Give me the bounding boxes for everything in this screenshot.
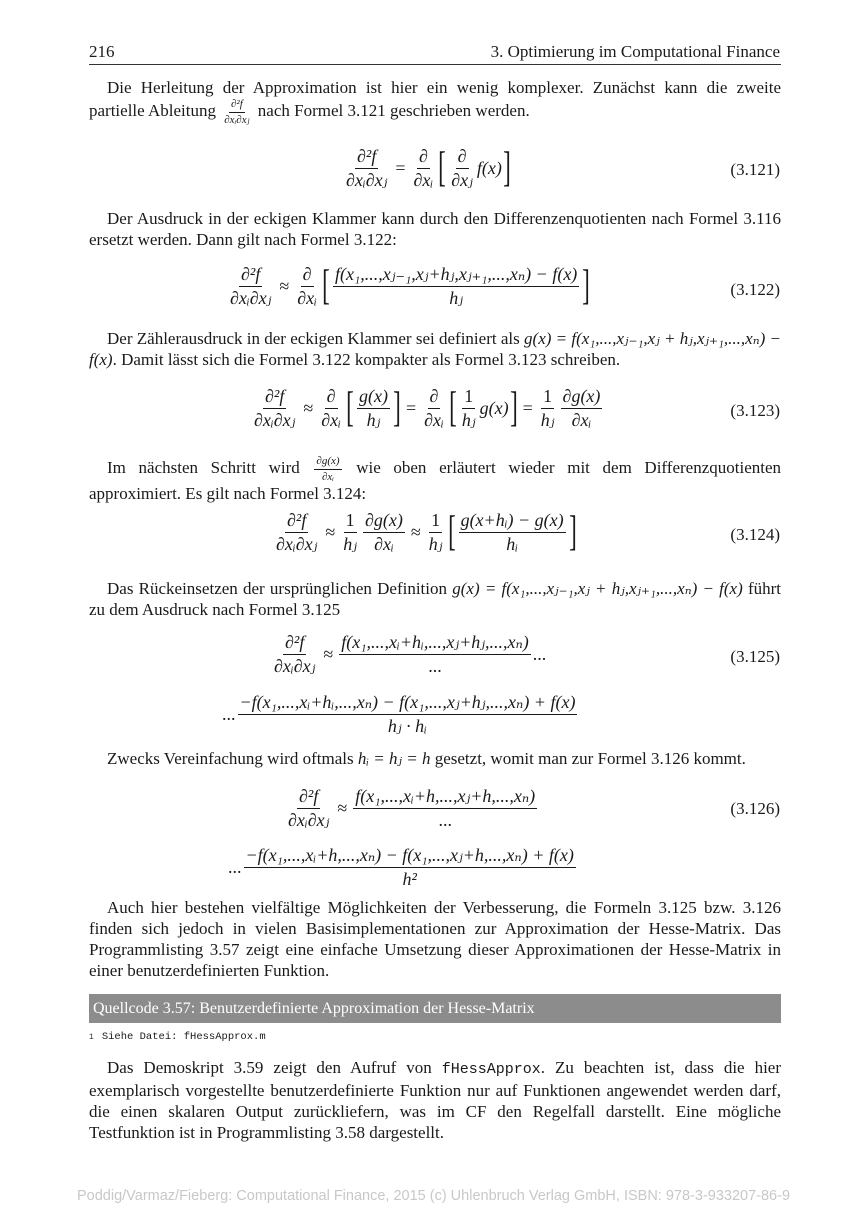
denominator: hⱼ · hᵢ xyxy=(387,715,428,736)
continuation-dots: ... xyxy=(222,703,236,724)
bracket-right: ] xyxy=(582,263,591,310)
bracket-right: ] xyxy=(568,509,577,556)
denominator: ∂xᵢ∂xⱼ xyxy=(224,113,250,126)
operator: ≈ xyxy=(279,275,290,296)
inline-fraction xyxy=(222,98,251,126)
paragraph-text: Auch hier bestehen vielfältige Möglichkeiten der Verbesserung, die Formeln 3.125 bzw. 3.126 finden sich jedoch in vielen Basisimplementationen zur Approximation der Hesse-Matrix. Das Programmlisting 3.57 zeigt eine einfache Umsetzung dieser Approximationen der Hesse-Matrix in einer benutzerdefinierten Funktion. xyxy=(89,898,781,980)
numerator: ∂g(x) xyxy=(363,510,405,533)
inline-math: hᵢ = hⱼ = h xyxy=(357,749,431,768)
denominator: ∂xᵢ∂xⱼ xyxy=(230,287,272,308)
bracket-left: [ xyxy=(322,263,330,310)
paragraph-text: Im nächsten Schritt wird xyxy=(107,458,300,478)
copyright-footer: Poddig/Varmaz/Fieberg: Computational Finance, 2015 (c) Uhlenbruch Verlag GmbH, ISBN: 978-3-933207-86-9 xyxy=(76,1188,791,1204)
paragraph-text: Der Zählerausdruck in der eckigen Klammer sei definiert als xyxy=(107,329,520,348)
numerator: f(x₁,...,xᵢ+hᵢ,...,xⱼ+hⱼ,...,xₙ) xyxy=(339,632,531,655)
equation-3-123 xyxy=(250,386,604,430)
bracket-left: [ xyxy=(447,509,456,556)
numerator: ∂²f xyxy=(297,786,320,809)
denominator: h² xyxy=(402,868,417,889)
paragraph-7 xyxy=(89,897,781,981)
denominator: ... xyxy=(428,655,442,676)
paragraph-text: . Zu beachten ist, dass die hier exemplarisch vorgestellte benutzerdefinierte Funktion nur auf Funktionen angewendet werden darf, die einen skalaren Output zurückliefern, was im CF den Regelfall darstellt. Eine mögliche Testfunktion ist in Programmlisting 3.58 dargestellt. xyxy=(89,1058,781,1142)
denominator: ... xyxy=(438,809,452,830)
equation-3-126-line1 xyxy=(284,786,539,830)
numerator: g(x+hᵢ) − g(x) xyxy=(459,510,566,533)
equation-number: (3.126) xyxy=(730,799,780,818)
equation-3-124 xyxy=(272,510,578,554)
listing-caption: Quellcode 3.57: Benutzerdefinierte Approximation der Hesse-Matrix xyxy=(89,994,781,1023)
line-number: 1 xyxy=(89,1033,94,1042)
bracket-right: ] xyxy=(503,145,511,192)
math-term: f(x) xyxy=(476,157,502,178)
operator: = xyxy=(405,397,417,418)
denominator: hⱼ xyxy=(461,409,476,430)
operator: ≈ xyxy=(410,521,421,542)
equation-3-125-line1 xyxy=(270,632,546,676)
math-term: g(x) xyxy=(479,397,509,418)
denominator: ∂xᵢ xyxy=(321,470,335,483)
numerator: f(x₁,...,xⱼ₋₁,xⱼ+hⱼ,xⱼ₊₁,...,xₙ) − f(x) xyxy=(333,264,579,287)
equation-number: (3.121) xyxy=(730,160,780,179)
denominator: hⱼ xyxy=(449,287,464,308)
numerator: ∂²f xyxy=(263,386,286,409)
header-rule xyxy=(89,64,781,65)
denominator: ∂xᵢ∂xⱼ xyxy=(288,809,330,830)
paragraph-2 xyxy=(89,208,781,250)
equation-number: (3.124) xyxy=(730,525,780,544)
numerator: 1 xyxy=(541,386,554,409)
numerator: ∂²f xyxy=(355,146,378,169)
denominator: ∂xᵢ xyxy=(374,533,394,554)
paragraph-text: führt zu dem Ausdruck nach Formel 3.125 xyxy=(89,579,782,619)
operator: ≈ xyxy=(337,797,348,818)
numerator: ∂ xyxy=(301,264,314,287)
denominator: hⱼ xyxy=(540,409,555,430)
denominator: ∂xⱼ xyxy=(451,169,473,190)
bracket-left: [ xyxy=(438,145,447,192)
numerator: −f(x₁,...,xᵢ+h,...,xₙ) − f(x₁,...,xⱼ+h,...,xₙ) + f(x) xyxy=(244,845,576,868)
numerator: ∂ xyxy=(428,386,441,409)
inline-code: fHessApprox xyxy=(441,1061,541,1078)
denominator: ∂xᵢ∂xⱼ xyxy=(276,533,318,554)
numerator: 1 xyxy=(429,510,442,533)
bracket-left: [ xyxy=(449,385,457,432)
paragraph-1 xyxy=(89,77,781,126)
paragraph-text: Das Demoskript 3.59 zeigt den Aufruf von xyxy=(107,1058,432,1077)
numerator: ∂²f xyxy=(285,510,308,533)
denominator: ∂xᵢ xyxy=(297,287,317,308)
paragraph-8 xyxy=(89,1057,781,1143)
operator: ≈ xyxy=(323,643,334,664)
numerator: ∂ xyxy=(417,146,430,169)
numerator: 1 xyxy=(462,386,475,409)
paragraph-text: gesetzt, womit man zur Formel 3.126 kommt. xyxy=(434,749,746,768)
numerator: −f(x₁,...,xᵢ+hᵢ,...,xₙ) − f(x₁,...,xⱼ+hⱼ,...,xₙ) + f(x) xyxy=(238,692,578,715)
equation-number: (3.123) xyxy=(730,401,780,420)
paragraph-text: . Damit lässt sich die Formel 3.122 kompakter als Formel 3.123 schreiben. xyxy=(112,350,621,369)
continuation-dots: ... xyxy=(228,856,242,877)
denominator: ∂xᵢ∂xⱼ xyxy=(274,655,316,676)
numerator: ∂ xyxy=(325,386,338,409)
paragraph-5 xyxy=(89,578,781,620)
denominator: ∂xᵢ xyxy=(424,409,444,430)
equation-number: (3.122) xyxy=(730,280,780,299)
operator: ≈ xyxy=(325,521,336,542)
equation-3-122 xyxy=(226,264,591,308)
denominator: hⱼ xyxy=(428,533,443,554)
numerator: ∂g(x) xyxy=(314,455,341,470)
denominator: ∂xᵢ xyxy=(321,409,341,430)
numerator: ∂g(x) xyxy=(561,386,603,409)
paragraph-text: Zwecks Vereinfachung wird oftmals xyxy=(107,749,354,768)
paragraph-text: Die Herleitung der Approximation ist hier ein wenig komplexer. Zunächst kann die zweite partielle Ableitung xyxy=(89,78,781,121)
numerator: ∂²f xyxy=(283,632,306,655)
equation-3-125-line2 xyxy=(222,692,579,736)
numerator: g(x) xyxy=(357,386,390,409)
page-number: 216 xyxy=(89,42,115,61)
paragraph-text: Das Rückeinsetzen der ursprünglichen Definition xyxy=(107,579,448,598)
operator: = xyxy=(522,397,533,418)
operator: = xyxy=(395,157,406,178)
numerator: f(x₁,...,xᵢ+h,...,xⱼ+h,...,xₙ) xyxy=(353,786,537,809)
numerator: ∂ xyxy=(456,146,469,169)
code-line[interactable] xyxy=(89,1031,266,1043)
equation-number: (3.125) xyxy=(730,647,780,666)
denominator: hᵢ xyxy=(506,533,519,554)
numerator: 1 xyxy=(344,510,357,533)
paragraph-6 xyxy=(89,748,781,769)
paragraph-text: nach Formel 3.121 geschrieben werden. xyxy=(257,101,530,121)
equation-3-126-line2 xyxy=(228,845,578,889)
inline-math: g(x) = f(x₁,...,xⱼ₋₁,xⱼ + hⱼ,xⱼ₊₁,...,xₙ) − f(x) xyxy=(452,579,743,598)
equation-3-121 xyxy=(342,146,512,190)
denominator: hⱼ xyxy=(343,533,358,554)
inline-math: g(x) = f(x₁,...,xⱼ₋₁,xⱼ + hⱼ,xⱼ₊₁,...,xₙ) − f(x) xyxy=(89,329,781,369)
bracket-right: ] xyxy=(393,385,401,432)
continuation-dots: ... xyxy=(532,643,547,664)
paragraph-4 xyxy=(89,455,781,504)
bracket-left: [ xyxy=(346,385,354,432)
paragraph-3 xyxy=(89,328,781,370)
denominator: hⱼ xyxy=(366,409,381,430)
numerator: ∂²f xyxy=(229,98,245,113)
denominator: ∂xᵢ xyxy=(413,169,434,190)
paragraph-text: Der Ausdruck in der eckigen Klammer kann durch den Differenzenquotienten nach Formel 3.116 ersetzt werden. Dann gilt nach Formel 3.122: xyxy=(89,209,781,249)
denominator: ∂xᵢ∂xⱼ xyxy=(254,409,296,430)
bracket-right: ] xyxy=(509,385,518,432)
inline-fraction xyxy=(314,455,341,483)
paragraph-text: wie oben erläutert wieder mit dem Differenzquotienten approximiert. Es gilt nach Formel 3.124: xyxy=(89,458,782,504)
denominator: ∂xᵢ xyxy=(571,409,592,430)
denominator: ∂xᵢ∂xⱼ xyxy=(346,169,388,190)
chapter-title: 3. Optimierung im Computational Finance xyxy=(490,42,780,61)
code-text: Siehe Datei: fHessApprox.m xyxy=(101,1031,266,1043)
numerator: ∂²f xyxy=(239,264,262,287)
operator: ≈ xyxy=(303,397,314,418)
